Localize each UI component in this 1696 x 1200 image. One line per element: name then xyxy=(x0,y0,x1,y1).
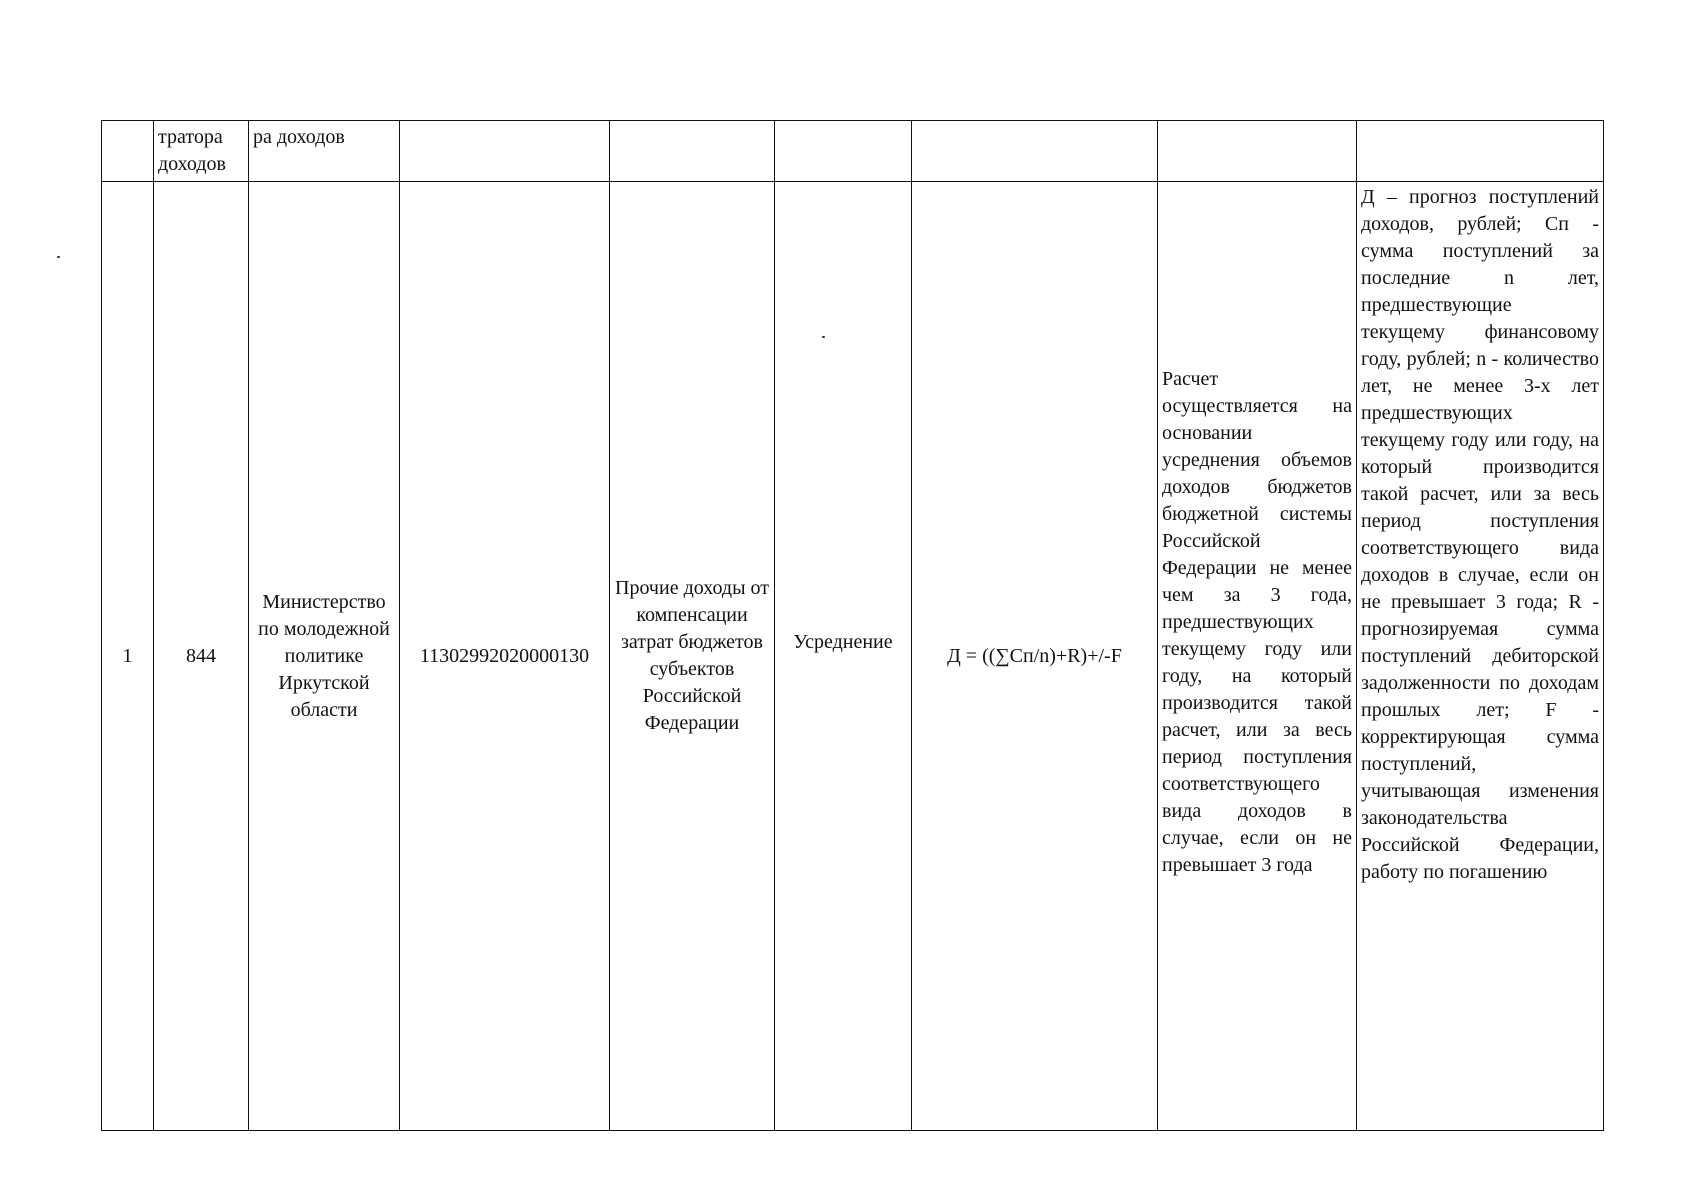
header-cell-empty xyxy=(1357,121,1604,182)
header-cell-empty xyxy=(400,121,610,182)
indicator-descriptions: Д – прогноз поступлений доходов, рублей; Сп - сумма поступлений за последние n лет, предшествующие текущему финансовому году, рублей; n - количество лет, не менее 3-х лет предшествующих текущему году или году, на который производится такой расчет, или за весь период поступления соответствующего вида доходов в случае, если он не превышает 3 года; R - прогнозируемая сумма поступлений дебиторской задолженности по доходам прошлых лет; F - корректирующая сумма поступлений, учитывающая изменения законодательства Российской Федерации, работу по погашению xyxy=(1357,182,1604,1131)
header-cell-empty xyxy=(1158,121,1357,182)
header-cell-empty xyxy=(775,121,912,182)
row-number: 1 xyxy=(102,182,154,1131)
header-cell-admin-code: тратора доходов xyxy=(154,121,249,182)
revenue-forecast-table xyxy=(101,120,1604,1131)
kbk-code: 11302992020000130 xyxy=(400,182,610,1131)
revenue-name: Прочие доходы от компенсации затрат бюджетов субъектов Российской Федерации xyxy=(610,182,775,1131)
table-header-row xyxy=(102,121,1604,182)
header-cell-number xyxy=(102,121,154,182)
calculation-algorithm: Расчет осуществляется на основании усреднения объемов доходов бюджетов бюджетной системы Российской Федерации не менее чем за 3 года, предшествующих текущему году или году, на который производится такой расчет, или за весь период поступления соответствующего вида доходов в случае, если он не превышает 3 года xyxy=(1158,182,1357,1131)
table-row xyxy=(102,182,1604,1131)
header-cell-empty xyxy=(610,121,775,182)
scan-speck xyxy=(57,256,60,258)
forecast-method: Усреднение xyxy=(775,182,912,1131)
header-cell-empty xyxy=(912,121,1158,182)
admin-name: Министерство по молодежной политике Иркутской области xyxy=(249,182,400,1131)
admin-code: 844 xyxy=(154,182,249,1131)
header-cell-kbk: ра доходов xyxy=(249,121,400,182)
forecast-formula: Д = ((∑Сп/n)+R)+/-F xyxy=(912,182,1158,1131)
